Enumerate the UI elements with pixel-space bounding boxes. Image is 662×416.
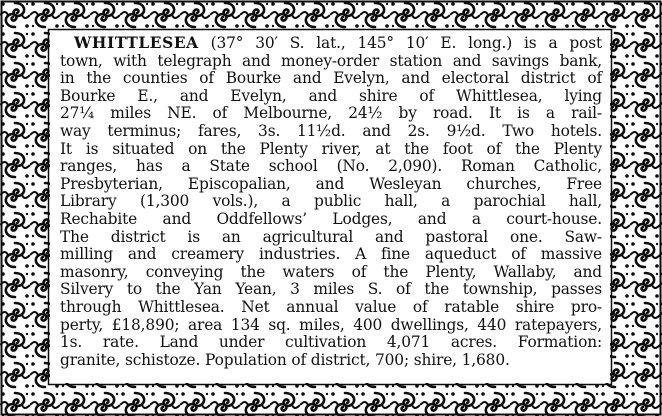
entry-line: Bourke E., and Evelyn, and shire of Whittlesea, lying	[60, 86, 602, 105]
entry-line: perty, £18,890; area 134 sq. miles, 400 dwellings, 440 ratepayers,	[60, 315, 602, 334]
entry-line	[60, 35, 602, 53]
entry-line: Presbyterian, Episcopalian, and Wesleyan churches, Free	[60, 174, 602, 193]
entry-line: Rechabite and Oddfellows’ Lodges, and a court-house.	[60, 209, 602, 228]
gazetteer-entry	[50, 31, 610, 369]
entry-line: 27¼ miles NE. of Melbourne, 24½ by road. It is a rail-	[60, 104, 602, 123]
border-right	[610, 0, 662, 416]
border-top	[0, 0, 662, 31]
entry-line: 1s. rate. Land under cultivation 4,071 acres. Formation:	[60, 333, 602, 352]
border-left	[0, 0, 50, 416]
entry-line: ranges, has a State school (No. 2,090). Roman Catholic,	[60, 157, 602, 176]
entry-line: milling and creamery industries. A fine aqueduct of massive	[60, 245, 602, 264]
entry-line: through Whittlesea. Net annual value of ratable shire pro-	[60, 297, 602, 316]
entry-panel	[50, 31, 610, 383]
entry-line: town, with telegraph and money-order station and savings bank,	[60, 51, 602, 70]
entry-line: Silvery to the Yan Yean, 3 miles S. of the township, passes	[60, 280, 602, 299]
entry-line: way terminus; fares, 3s. 11½d. and 2s. 9½d. Two hotels.	[60, 121, 602, 140]
entry-line: in the counties of Bourke and Evelyn, and electoral district of	[60, 69, 602, 88]
entry-line: Library (1,300 vols.), a public hall, a parochial hall,	[60, 192, 602, 211]
entry-headword: WHITTLESEA	[74, 34, 199, 52]
entry-line: granite, schistoze. Population of district, 700; shire, 1,680.	[60, 350, 510, 369]
entry-line: The district is an agricultural and pastoral one. Saw-	[60, 227, 602, 246]
border-bottom	[0, 383, 662, 416]
entry-line-text: (37° 30′ S. lat., 145° 10′ E. long.) is a post	[198, 34, 602, 52]
entry-line: masonry, conveying the waters of the Plenty, Wallaby, and	[60, 262, 602, 281]
entry-line: It is situated on the Plenty river, at the foot of the Plenty	[60, 139, 602, 158]
